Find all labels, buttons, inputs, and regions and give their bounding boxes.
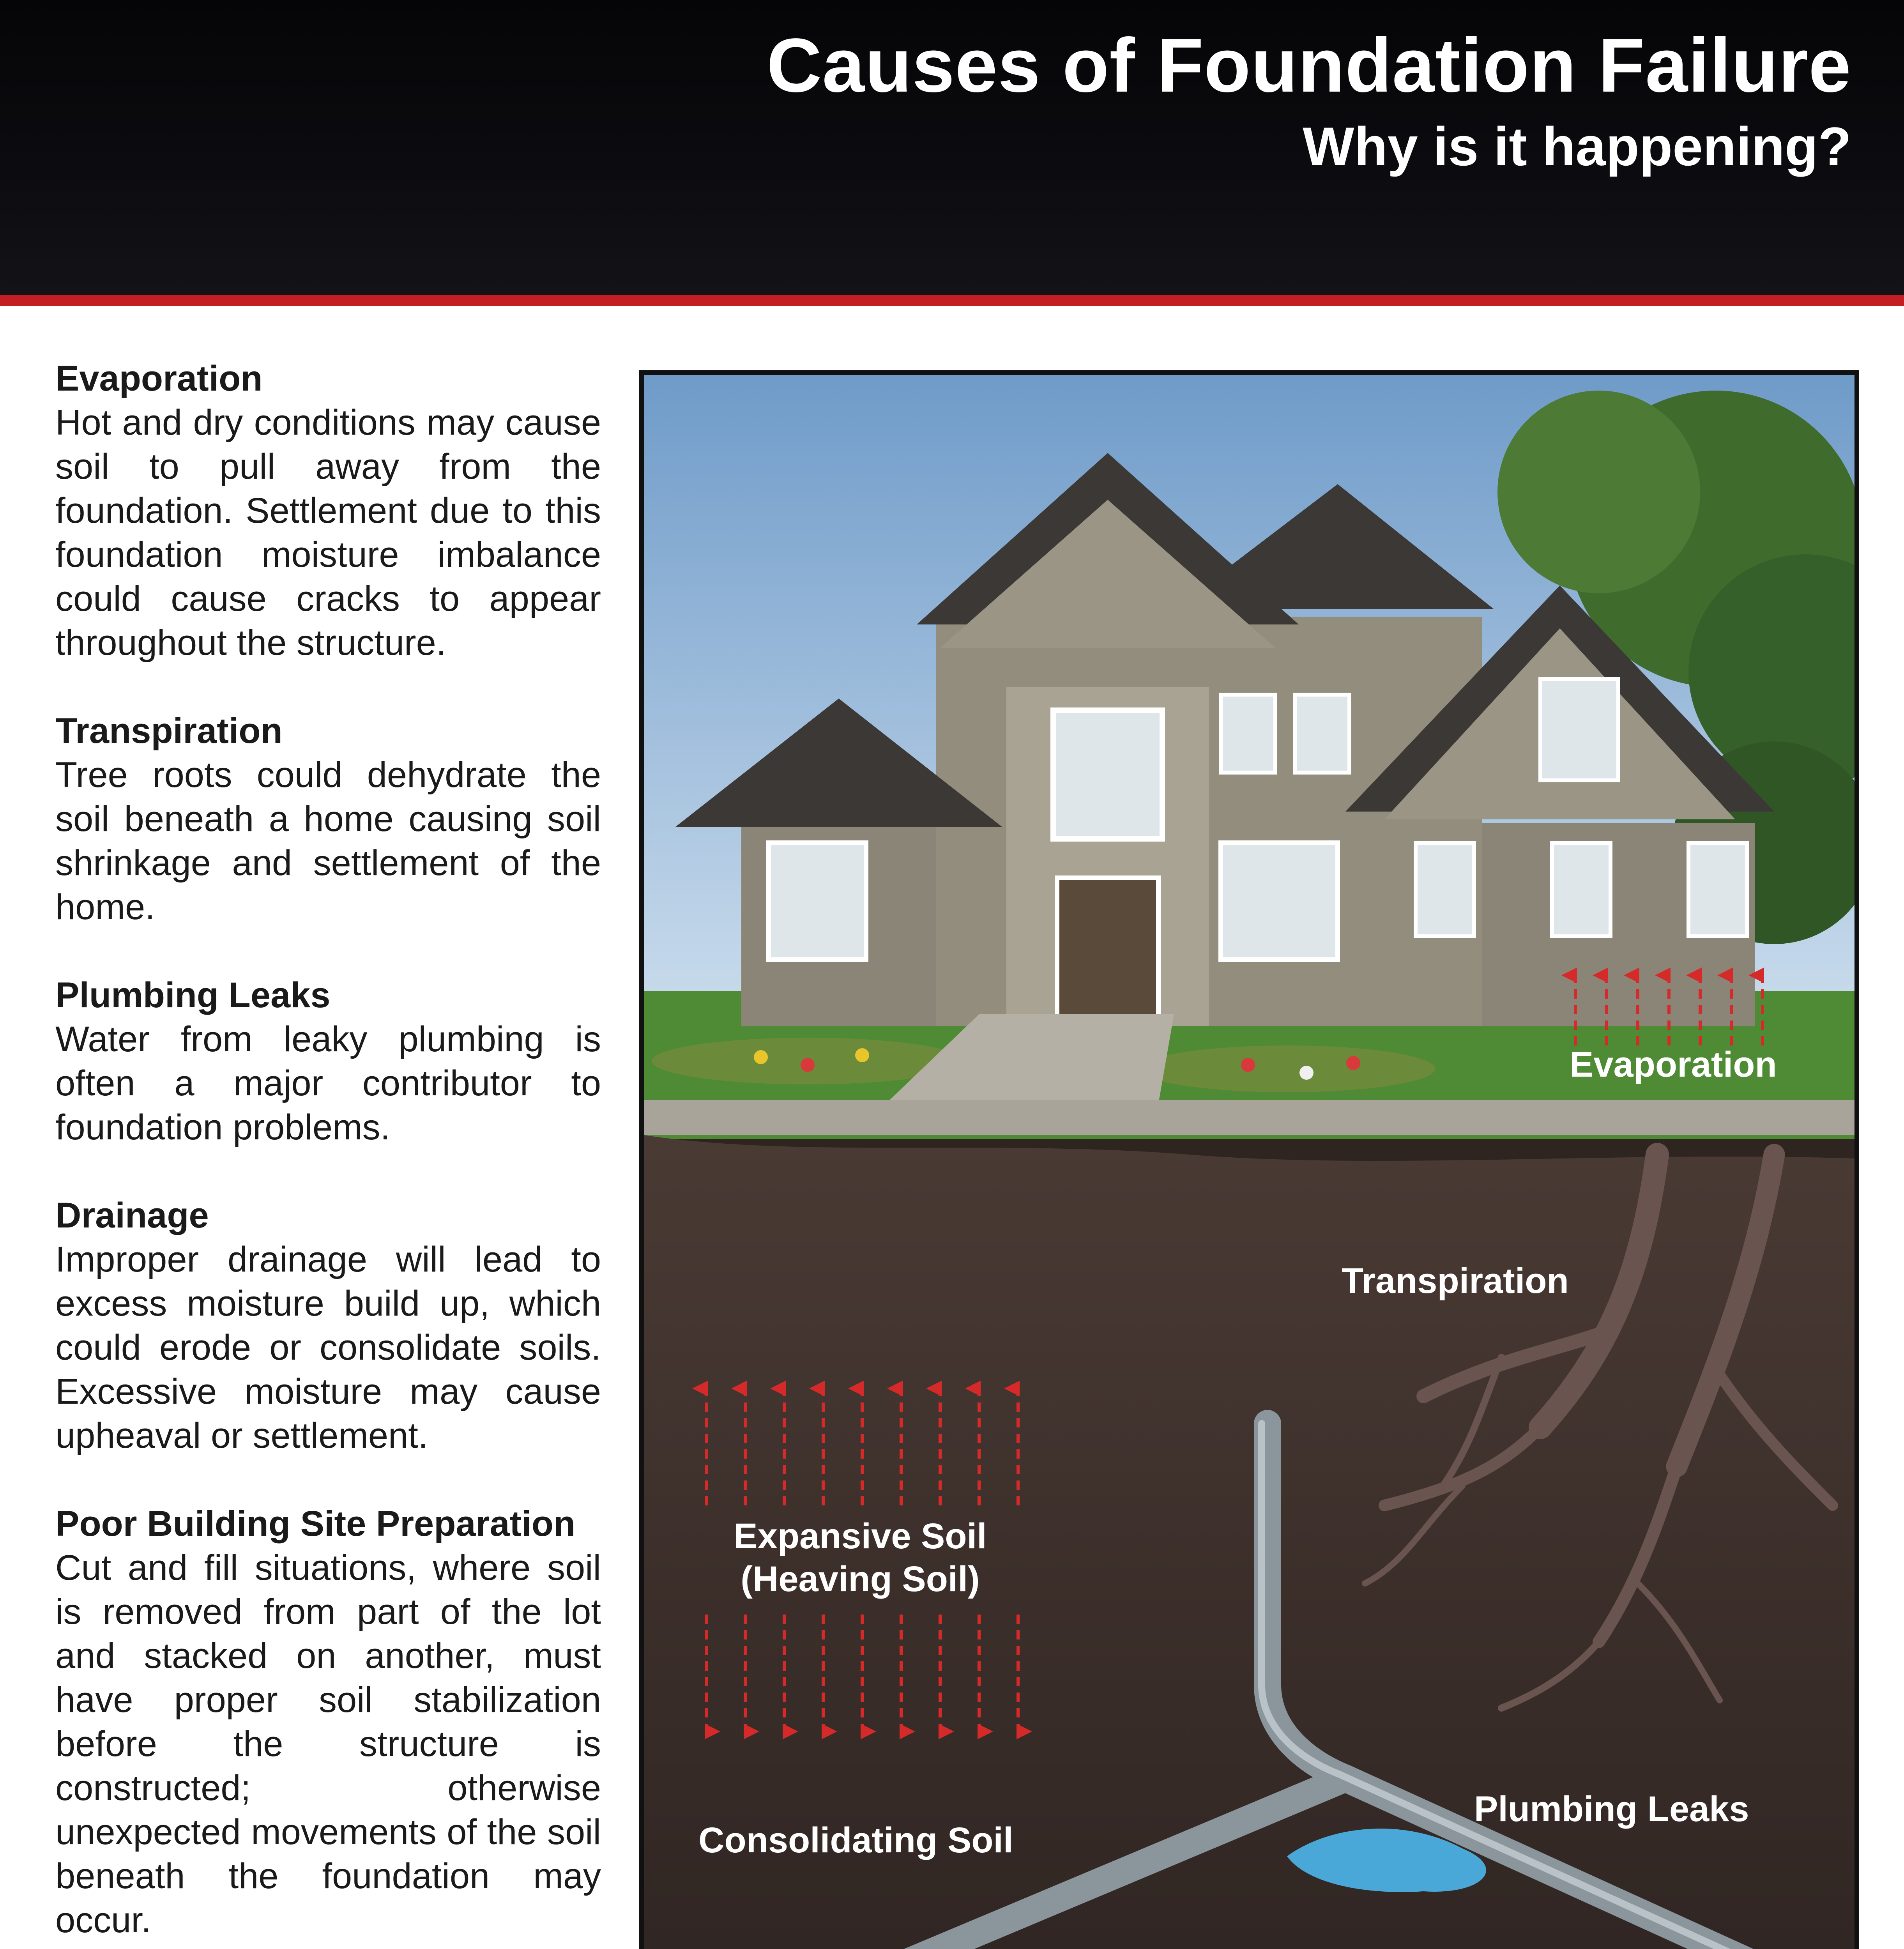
header-banner <box>0 0 1904 306</box>
page-title: Causes of Foundation Failure <box>766 23 1851 108</box>
section-plumbing-leaks <box>55 973 601 1150</box>
curb <box>644 1100 1854 1135</box>
section-heading: Drainage <box>55 1196 209 1235</box>
foundation-diagram <box>639 370 1859 1949</box>
diagram-illustration <box>644 375 1854 1949</box>
section-body: Tree roots could dehydrate the soil beneath a home causing soil shrinkage and settlement of the home. <box>55 755 601 927</box>
section-heading: Plumbing Leaks <box>55 975 331 1015</box>
section-evaporation <box>55 357 601 665</box>
section-body: Improper drainage will lead to excess moisture build up, which could erode or consolidate soils. Excessive moisture may cause upheaval or settlement. <box>55 1240 601 1456</box>
section-body: Cut and fill situations, where soil is removed from part of the lot and stacked on another, must have proper soil stabilization before the structure is constructed; otherwise unexpected movements of the soil beneath the foundation may occur. <box>55 1548 601 1940</box>
section-transpiration <box>55 709 601 929</box>
section-heading: Poor Building Site Preparation <box>55 1504 576 1544</box>
header-red-stripe <box>0 295 1904 306</box>
page-subtitle: Why is it happening? <box>1303 116 1851 177</box>
label-expansive-soil: Expansive Soil <box>734 1516 987 1556</box>
section-body: Water from leaky plumbing is often a major contributor to foundation problems. <box>55 1019 601 1147</box>
section-drainage <box>55 1194 601 1458</box>
label-heaving-soil: (Heaving Soil) <box>741 1559 980 1599</box>
label-evaporation: Evaporation <box>1570 1045 1777 1084</box>
label-plumbing-leaks: Plumbing Leaks <box>1474 1789 1749 1829</box>
section-site-preparation <box>55 1502 601 1942</box>
section-heading: Evaporation <box>55 359 263 398</box>
left-text-column <box>55 357 601 1949</box>
label-transpiration: Transpiration <box>1342 1261 1569 1301</box>
section-heading: Transpiration <box>55 711 283 751</box>
section-body: Hot and dry conditions may cause soil to pull away from the foundation. Settlement due to this foundation moisture imbalance could cause cracks to appear throughout the structure. <box>55 403 601 663</box>
label-consolidating-soil: Consolidating Soil <box>698 1820 1013 1860</box>
